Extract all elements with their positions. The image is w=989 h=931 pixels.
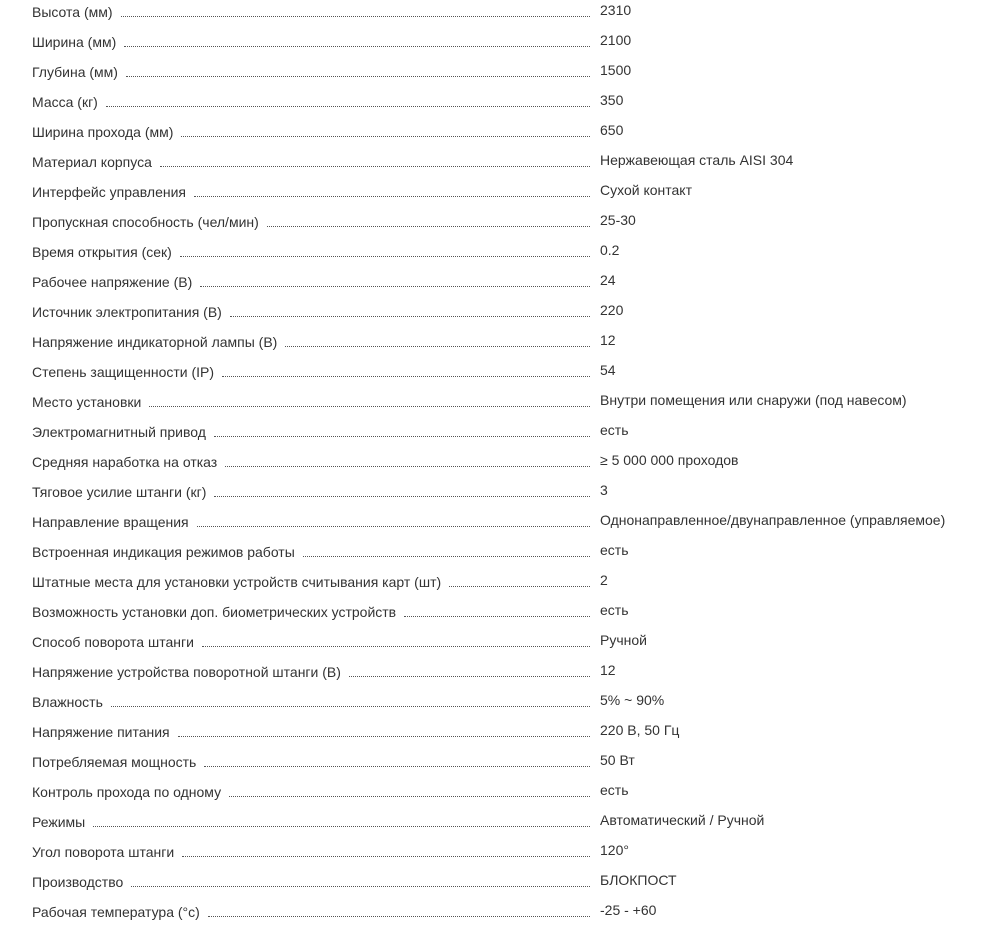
spec-name-cell <box>32 151 590 171</box>
spec-name: Производство <box>32 873 131 891</box>
spec-row <box>0 241 989 271</box>
spec-name-cell <box>32 571 590 591</box>
dotted-leader <box>200 286 590 287</box>
spec-name: Ширина (мм) <box>32 33 124 51</box>
spec-name-cell <box>32 871 590 891</box>
spec-name-cell <box>32 451 590 471</box>
spec-name-cell <box>32 211 590 231</box>
dotted-leader <box>214 436 590 437</box>
spec-name: Режимы <box>32 813 93 831</box>
spec-name-cell <box>32 301 590 321</box>
spec-row <box>0 871 989 901</box>
spec-row <box>0 31 989 61</box>
spec-name-cell <box>32 781 590 801</box>
dotted-leader <box>93 826 590 827</box>
spec-name-cell <box>32 121 590 141</box>
spec-row <box>0 301 989 331</box>
spec-row <box>0 121 989 151</box>
dotted-leader <box>285 346 590 347</box>
spec-value: 54 <box>600 362 616 378</box>
spec-value: 50 Вт <box>600 752 635 768</box>
dotted-leader <box>197 526 590 527</box>
spec-name-cell <box>32 511 590 531</box>
spec-value: БЛОКПОСТ <box>600 872 677 888</box>
dotted-leader <box>208 916 590 917</box>
dotted-leader <box>230 316 590 317</box>
spec-row <box>0 601 989 631</box>
spec-row <box>0 451 989 481</box>
spec-row <box>0 691 989 721</box>
spec-name-cell <box>32 361 590 381</box>
dotted-leader <box>204 766 590 767</box>
spec-value: Однонаправленное/двунаправленное (управляемое) <box>600 512 946 528</box>
spec-name: Глубина (мм) <box>32 63 126 81</box>
spec-row <box>0 811 989 841</box>
dotted-leader <box>225 466 590 467</box>
spec-name-cell <box>32 331 590 351</box>
spec-row <box>0 181 989 211</box>
dotted-leader <box>124 46 590 47</box>
spec-value: ≥ 5 000 000 проходов <box>600 452 739 468</box>
dotted-leader <box>182 856 590 857</box>
spec-name: Штатные места для установки устройств считывания карт (шт) <box>32 573 449 591</box>
spec-name: Способ поворота штанги <box>32 633 202 651</box>
spec-name: Материал корпуса <box>32 153 160 171</box>
spec-name: Влажность <box>32 693 111 711</box>
spec-name: Степень защищенности (IP) <box>32 363 222 381</box>
spec-value: 1500 <box>600 62 632 78</box>
spec-name: Масса (кг) <box>32 93 106 111</box>
spec-name-cell <box>32 391 590 411</box>
spec-name: Тяговое усилие штанги (кг) <box>32 483 214 501</box>
dotted-leader <box>349 676 590 677</box>
spec-name: Угол поворота штанги <box>32 843 182 861</box>
spec-name-cell <box>32 31 590 51</box>
spec-name: Электромагнитный привод <box>32 423 214 441</box>
spec-row <box>0 781 989 811</box>
spec-value: 24 <box>600 272 616 288</box>
spec-row <box>0 61 989 91</box>
spec-value: Ручной <box>600 632 647 648</box>
spec-name: Напряжение индикаторной лампы (В) <box>32 333 285 351</box>
spec-row <box>0 541 989 571</box>
dotted-leader <box>126 76 590 77</box>
spec-name-cell <box>32 481 590 501</box>
spec-value: 3 <box>600 482 608 498</box>
spec-name: Рабочая температура (°c) <box>32 903 208 921</box>
spec-name: Направление вращения <box>32 513 197 531</box>
dotted-leader <box>267 226 590 227</box>
spec-name: Место установки <box>32 393 149 411</box>
dotted-leader <box>222 376 590 377</box>
spec-name-cell <box>32 181 590 201</box>
spec-name-cell <box>32 421 590 441</box>
spec-row <box>0 211 989 241</box>
spec-name-cell <box>32 61 590 81</box>
spec-row <box>0 481 989 511</box>
spec-name: Контроль прохода по одному <box>32 783 229 801</box>
spec-value: есть <box>600 422 629 438</box>
dotted-leader <box>180 256 590 257</box>
dotted-leader <box>303 556 590 557</box>
spec-value: 12 <box>600 332 616 348</box>
spec-name-cell <box>32 661 590 681</box>
spec-name: Напряжение питания <box>32 723 178 741</box>
spec-name: Встроенная индикация режимов работы <box>32 543 303 561</box>
spec-value: есть <box>600 542 629 558</box>
spec-value: 220 В, 50 Гц <box>600 722 680 738</box>
spec-name: Интерфейс управления <box>32 183 194 201</box>
spec-row <box>0 571 989 601</box>
spec-value: есть <box>600 602 629 618</box>
spec-row <box>0 631 989 661</box>
dotted-leader <box>149 406 590 407</box>
spec-value: 120° <box>600 842 629 858</box>
spec-value: 5% ~ 90% <box>600 692 665 708</box>
spec-value: 2100 <box>600 32 632 48</box>
spec-name: Высота (мм) <box>32 3 121 21</box>
spec-name: Ширина прохода (мм) <box>32 123 181 141</box>
spec-value: Внутри помещения или снаружи (под навесом) <box>600 392 907 408</box>
spec-value: Нержавеющая сталь AISI 304 <box>600 152 794 168</box>
spec-name: Рабочее напряжение (В) <box>32 273 200 291</box>
spec-name-cell <box>32 271 590 291</box>
spec-row <box>0 151 989 181</box>
spec-value: 220 <box>600 302 624 318</box>
spec-value: 0.2 <box>600 242 620 258</box>
spec-value: 2310 <box>600 2 632 18</box>
spec-value: Автоматический / Ручной <box>600 812 765 828</box>
spec-row <box>0 361 989 391</box>
spec-name-cell <box>32 91 590 111</box>
spec-row <box>0 391 989 421</box>
spec-name: Средняя наработка на отказ <box>32 453 225 471</box>
spec-name-cell <box>32 1 590 21</box>
spec-value: 25-30 <box>600 212 636 228</box>
spec-row <box>0 841 989 871</box>
spec-value: 650 <box>600 122 624 138</box>
spec-row <box>0 751 989 781</box>
dotted-leader <box>106 106 590 107</box>
spec-value: 12 <box>600 662 616 678</box>
dotted-leader <box>131 886 590 887</box>
spec-value: 350 <box>600 92 624 108</box>
spec-name: Время открытия (сек) <box>32 243 180 261</box>
dotted-leader <box>229 796 590 797</box>
spec-row <box>0 1 989 31</box>
spec-row <box>0 271 989 301</box>
spec-name-cell <box>32 691 590 711</box>
spec-name-cell <box>32 631 590 651</box>
spec-name-cell <box>32 841 590 861</box>
spec-value: Сухой контакт <box>600 182 692 198</box>
spec-row <box>0 721 989 751</box>
dotted-leader <box>181 136 590 137</box>
spec-name: Пропускная способность (чел/мин) <box>32 213 267 231</box>
dotted-leader <box>160 166 590 167</box>
spec-name-cell <box>32 751 590 771</box>
spec-name: Потребляемая мощность <box>32 753 204 771</box>
spec-row <box>0 91 989 121</box>
spec-row <box>0 661 989 691</box>
dotted-leader <box>449 586 590 587</box>
dotted-leader <box>194 196 590 197</box>
spec-name-cell <box>32 541 590 561</box>
dotted-leader <box>404 616 590 617</box>
spec-value: -25 - +60 <box>600 902 657 918</box>
spec-name-cell <box>32 241 590 261</box>
spec-name-cell <box>32 721 590 741</box>
spec-value: 2 <box>600 572 608 588</box>
spec-name-cell <box>32 811 590 831</box>
spec-name-cell <box>32 601 590 621</box>
spec-name: Напряжение устройства поворотной штанги (В) <box>32 663 349 681</box>
dotted-leader <box>214 496 590 497</box>
dotted-leader <box>178 736 590 737</box>
spec-row <box>0 511 989 541</box>
dotted-leader <box>121 16 590 17</box>
spec-row <box>0 421 989 451</box>
spec-row <box>0 331 989 361</box>
spec-name-cell <box>32 901 590 921</box>
dotted-leader <box>202 646 590 647</box>
spec-name: Возможность установки доп. биометрических устройств <box>32 603 404 621</box>
spec-name: Источник электропитания (В) <box>32 303 230 321</box>
spec-value: есть <box>600 782 629 798</box>
dotted-leader <box>111 706 590 707</box>
